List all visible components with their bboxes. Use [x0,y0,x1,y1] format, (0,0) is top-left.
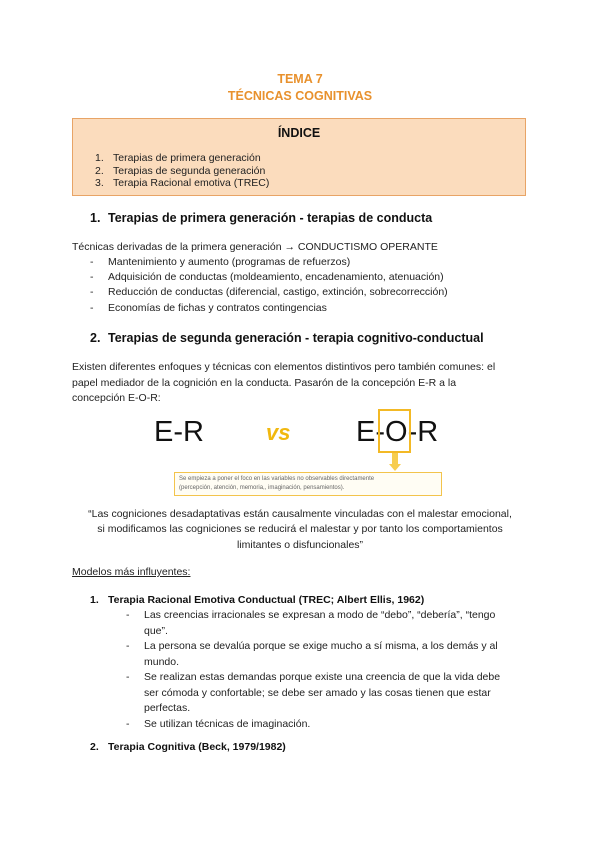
list-item: - Se utilizan técnicas de imaginación. [126,717,311,730]
section1-heading: 1. Terapias de primera generación - terapias de conducta [90,211,433,225]
model1-heading: 1. Terapia Racional Emotiva Conductual (TREC; Albert Ellis, 1962) [90,594,425,606]
arrow-head-icon [389,464,401,471]
list-item: - Economías de fichas y contratos contingencias [90,301,327,314]
er-label: E-R [154,416,204,448]
index-list [95,152,269,190]
topic-title: TÉCNICAS COGNITIVAS [227,89,373,103]
index-box [72,118,526,196]
eor-label: E-O-R [356,416,439,448]
model1-bullets [126,608,506,732]
section2-paragraph: Existen diferentes enfoques y técnicas con elementos distintivos pero también comunes: el papel mediador de la cognición en la conducta. Pasarón de la concepción E-R a la concepción E-O-R: [72,361,496,404]
index-title: ÍNDICE [277,126,321,140]
section2-heading: 2. Terapias de segunda generación - terapia cognitivo-conductual [90,331,484,345]
list-item: - Adquisición de conductas (moldeamiento, encadenamiento, atenuación) [90,271,444,284]
organism-highlight-box [378,409,411,453]
list-item: - La persona se devalúa porque se exige mucho a sí misma, a los demás y al mundo. [126,640,498,668]
section1-intro: Técnicas derivadas de la primera generación → CONDUCTISMO OPERANTE [72,241,438,253]
index-item: 3. Terapia Racional emotiva (TREC) [95,177,270,190]
vs-label: vs [266,420,291,445]
section1-bullets [90,255,448,316]
index-item: 1. Terapias de primera generación [95,152,261,164]
figure-note: Se empieza a poner el foco en las variables no observables directamente (percepción, atención, memoria,, imaginación, pensamientos). [174,472,442,496]
list-item: - Reducción de conductas (diferencial, castigo, extinción, sobrecorrección) [90,286,448,299]
model2-heading: 2. Terapia Cognitiva (Beck, 1979/1982) [90,741,286,753]
index-item: 2. Terapias de segunda generación [95,164,266,177]
list-item: - Se realizan estas demandas porque existe una creencia de que la vida debe ser cómoda y confortable; se debe ser amado y las cosas tienen que estar perfectas. [126,671,501,714]
quote: “Las cogniciones desadaptativas están causalmente vinculadas con el malestar emocional, si modificamos las cogniciones se reducirá el malestar y por tanto los comportamientos limitantes o disfuncionales” [88,508,512,551]
topic-number: TEMA 7 [277,72,323,86]
list-item: - Las creencias irracionales se expresan a modo de “debo”, “debería”, “tengo que”. [126,609,496,637]
models-heading: Modelos más influyentes: [72,566,191,578]
list-item: - Mantenimiento y aumento (programas de refuerzos) [90,256,351,268]
